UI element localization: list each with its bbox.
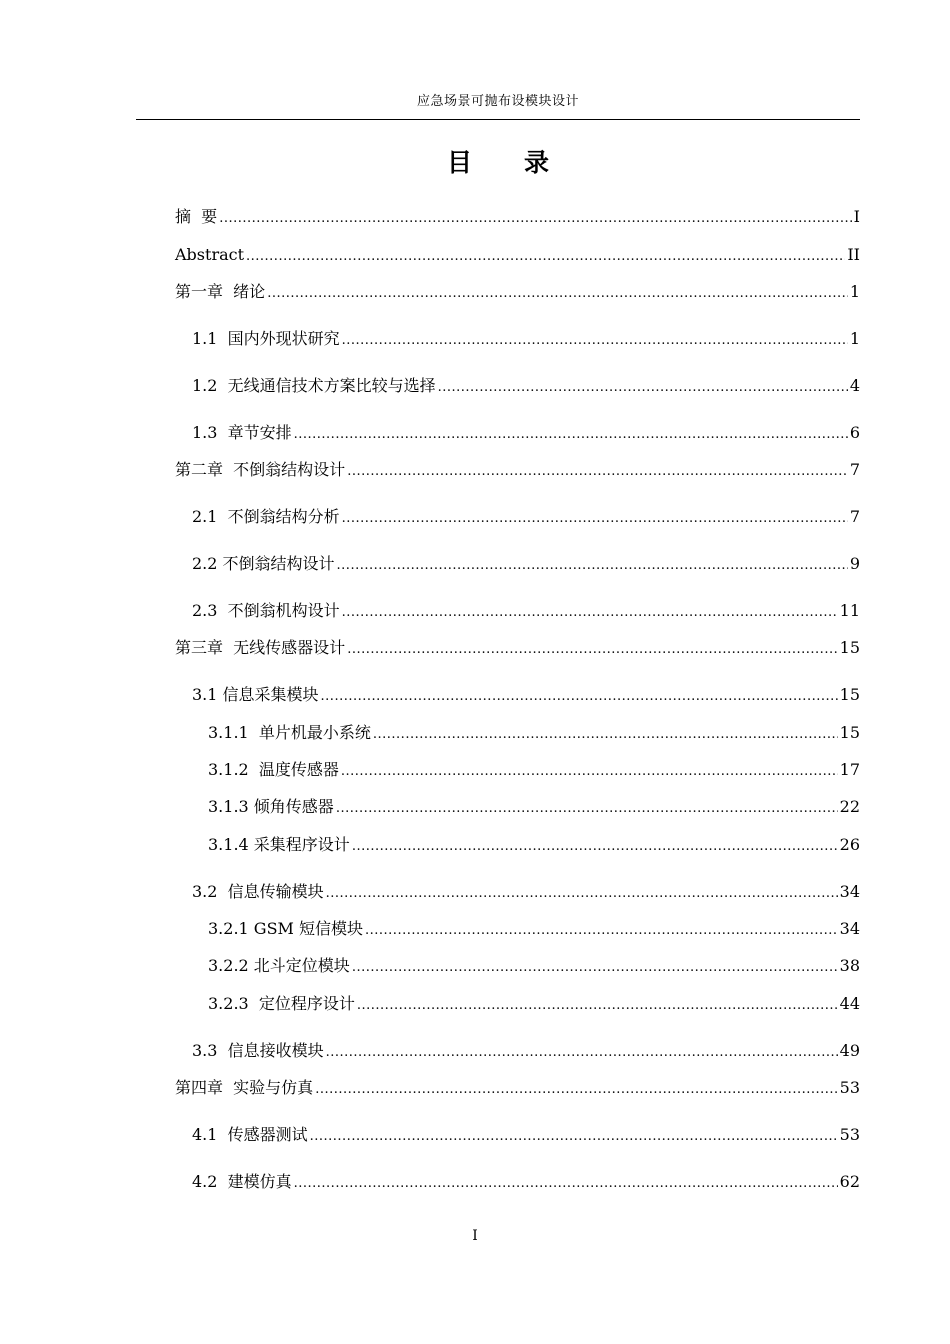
toc-entry-page: 26 xyxy=(839,835,860,854)
toc-entry-label: 2.1 不倒翁结构分析 xyxy=(192,507,340,526)
toc-entry-label: 1.2 无线通信技术方案比较与选择 xyxy=(192,376,436,395)
toc-entry-label: 3.1.2 温度传感器 xyxy=(208,760,339,779)
toc-dot-leader xyxy=(326,884,838,904)
toc-dot-leader xyxy=(357,996,838,1016)
toc-entry-4-2[interactable] xyxy=(192,1172,860,1192)
toc-entry-label: Abstract xyxy=(175,245,245,264)
toc-dot-leader xyxy=(342,331,848,351)
toc-entry-page: 4 xyxy=(849,376,860,395)
toc-entry-page: 49 xyxy=(839,1041,860,1060)
toc-entry-label: 第二章 不倒翁结构设计 xyxy=(175,460,346,479)
toc-dot-leader xyxy=(336,799,838,819)
page-number: I xyxy=(472,1228,478,1244)
toc-entry-label: 3.1.4 采集程序设计 xyxy=(208,835,350,854)
toc-entry-label: 3.3 信息接收模块 xyxy=(192,1041,324,1060)
toc-entry-page: 6 xyxy=(849,423,860,442)
toc-entry-page: 22 xyxy=(839,797,860,816)
toc-entry-page: 38 xyxy=(839,956,860,975)
toc-dot-leader xyxy=(294,1174,838,1194)
toc-entry-page: 53 xyxy=(839,1125,860,1144)
toc-entry-3-1[interactable] xyxy=(192,685,860,705)
toc-entry-label: 1.1 国内外现状研究 xyxy=(192,329,340,348)
toc-dot-leader xyxy=(267,284,848,304)
toc-entry-3-1-4[interactable] xyxy=(208,835,860,855)
toc-entry-chapter-4[interactable] xyxy=(175,1078,860,1098)
toc-dot-leader xyxy=(438,378,848,398)
toc-entry-page: 62 xyxy=(839,1172,860,1191)
toc-entry-abstract-en[interactable] xyxy=(175,245,860,265)
toc-dot-leader xyxy=(219,209,851,229)
toc-dot-leader xyxy=(337,556,848,576)
running-header: 应急场景可抛布设模块设计 xyxy=(416,94,579,109)
toc-entry-label: 4.1 传感器测试 xyxy=(192,1125,308,1144)
toc-entry-1-1[interactable] xyxy=(192,329,860,349)
toc-entry-1-3[interactable] xyxy=(192,423,860,443)
toc-entry-4-1[interactable] xyxy=(192,1125,860,1145)
toc-dot-leader xyxy=(294,425,848,445)
toc-entry-label: 3.2.1 GSM 短信模块 xyxy=(208,919,364,938)
toc-entry-page: 44 xyxy=(839,994,860,1013)
toc-entry-3-1-1[interactable] xyxy=(208,723,860,743)
toc-entry-page: I xyxy=(853,207,860,226)
toc-entry-label: 3.2 信息传输模块 xyxy=(192,882,324,901)
toc-entry-page: 1 xyxy=(849,329,860,348)
toc-entry-label: 第三章 无线传感器设计 xyxy=(175,638,346,657)
toc-entry-3-2-2[interactable] xyxy=(208,956,860,976)
toc-entry-chapter-2[interactable] xyxy=(175,460,860,480)
toc-entry-page: II xyxy=(847,245,860,264)
toc-entry-page: 34 xyxy=(839,882,860,901)
toc-entry-3-3[interactable] xyxy=(192,1041,860,1061)
toc-dot-leader xyxy=(342,603,838,623)
toc-entry-page: 15 xyxy=(839,638,860,657)
toc-entry-label: 2.3 不倒翁机构设计 xyxy=(192,601,340,620)
toc-dot-leader xyxy=(342,509,848,529)
toc-entry-chapter-3[interactable] xyxy=(175,638,860,658)
toc-entry-label: 1.3 章节安排 xyxy=(192,423,292,442)
toc-entry-page: 34 xyxy=(839,919,860,938)
toc-entry-2-1[interactable] xyxy=(192,507,860,527)
toc-dot-leader xyxy=(315,1080,837,1100)
toc-entry-label: 2.2 不倒翁结构设计 xyxy=(192,554,335,573)
toc-dot-leader xyxy=(246,247,845,267)
toc-entry-3-2-3[interactable] xyxy=(208,994,860,1014)
toc-entry-label: 3.1 信息采集模块 xyxy=(192,685,319,704)
toc-entry-page: 1 xyxy=(849,282,860,301)
toc-dot-leader xyxy=(352,958,838,978)
toc-dot-leader xyxy=(373,725,838,745)
toc-entry-page: 53 xyxy=(839,1078,860,1097)
toc-entry-page: 9 xyxy=(849,554,860,573)
toc-entry-label: 3.2.2 北斗定位模块 xyxy=(208,956,350,975)
toc-entry-page: 11 xyxy=(839,601,860,620)
toc-title: 目录 xyxy=(446,148,601,177)
toc-entry-label: 3.1.3 倾角传感器 xyxy=(208,797,334,816)
toc-entry-page: 15 xyxy=(839,685,860,704)
toc-dot-leader xyxy=(347,462,848,482)
toc-entry-3-2[interactable] xyxy=(192,882,860,902)
toc-entry-2-3[interactable] xyxy=(192,601,860,621)
toc-dot-leader xyxy=(321,687,838,707)
toc-dot-leader xyxy=(352,837,838,857)
toc-entry-page: 17 xyxy=(839,760,860,779)
toc-entry-3-1-3[interactable] xyxy=(208,797,860,817)
toc-entry-page: 7 xyxy=(849,460,860,479)
toc-entry-label: 4.2 建模仿真 xyxy=(192,1172,292,1191)
toc-entry-label: 第四章 实验与仿真 xyxy=(175,1078,314,1097)
toc-entry-3-2-1[interactable] xyxy=(208,919,860,939)
toc-dot-leader xyxy=(310,1127,838,1147)
toc-entry-chapter-1[interactable] xyxy=(175,282,860,302)
toc-dot-leader xyxy=(326,1043,838,1063)
toc-entry-1-2[interactable] xyxy=(192,376,860,396)
toc-entry-page: 7 xyxy=(849,507,860,526)
toc-entry-page: 15 xyxy=(839,723,860,742)
toc-dot-leader xyxy=(347,640,837,660)
toc-entry-2-2[interactable] xyxy=(192,554,860,574)
toc-entry-label: 摘 要 xyxy=(175,207,218,226)
toc-entry-label: 3.2.3 定位程序设计 xyxy=(208,994,355,1013)
toc-entry-label: 3.1.1 单片机最小系统 xyxy=(208,723,371,742)
toc-entry-3-1-2[interactable] xyxy=(208,760,860,780)
toc-entry-label: 第一章 绪论 xyxy=(175,282,266,301)
toc-entry-abstract-cn[interactable] xyxy=(175,207,860,227)
toc-dot-leader xyxy=(341,762,838,782)
toc-dot-leader xyxy=(365,921,838,941)
